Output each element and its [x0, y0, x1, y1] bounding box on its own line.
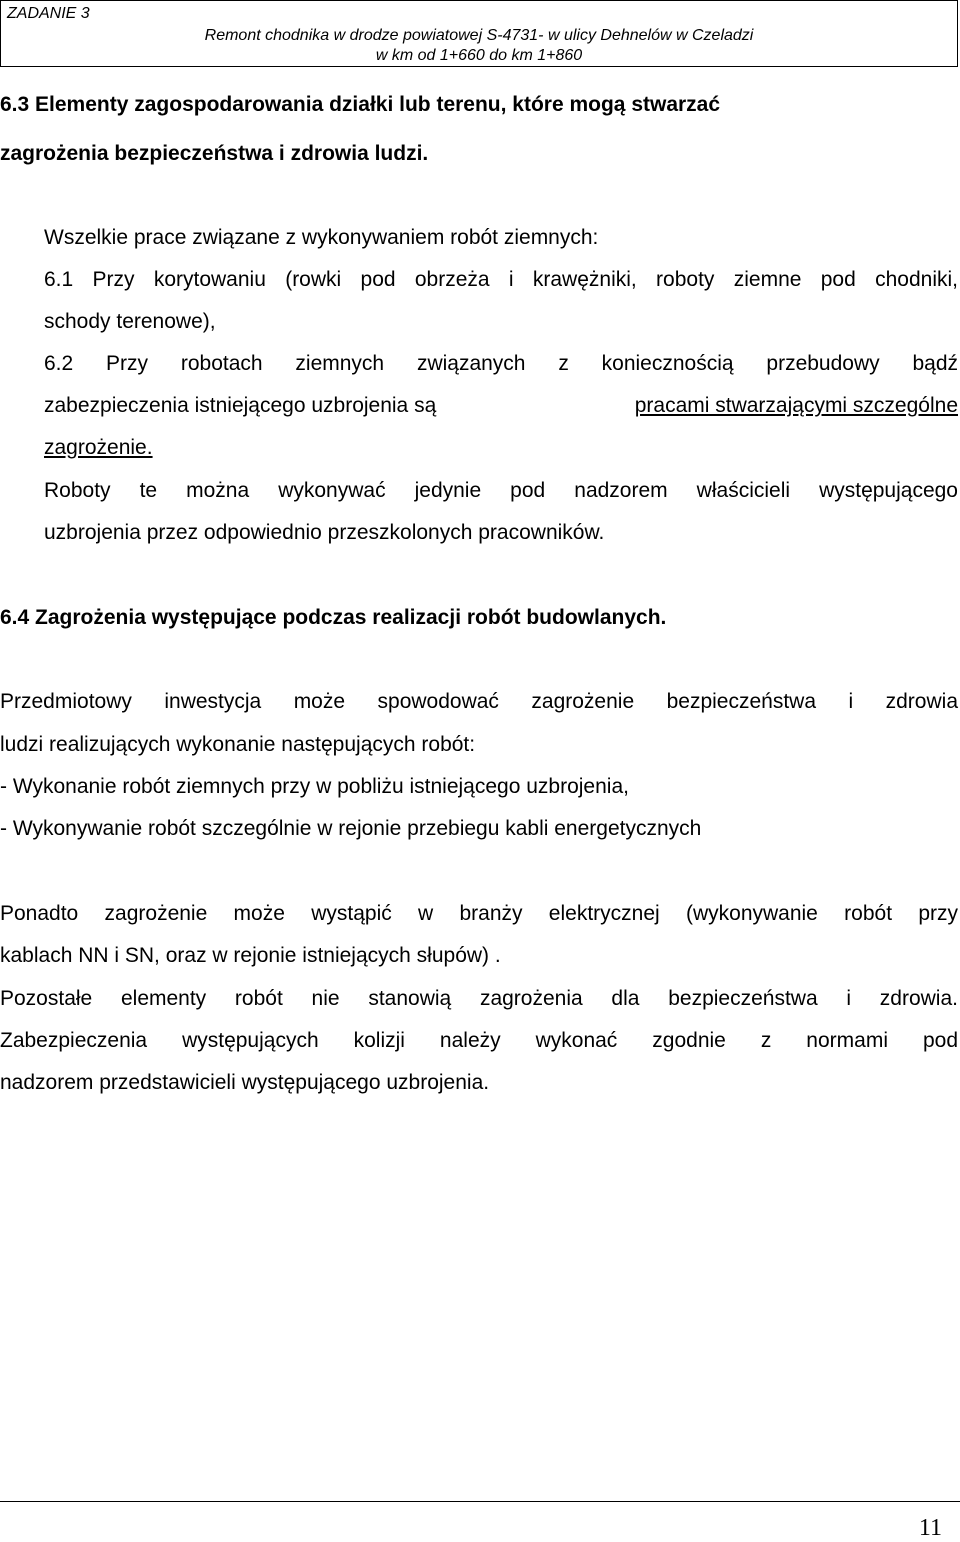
- item-6-2-line-2: [44, 385, 958, 427]
- item-6-2-line-1: 6.2 Przy robotach ziemnych związanych z koniecznością przebudowy bądź: [44, 352, 958, 375]
- paragraph-3-line-2: Zabezpieczenia występujących kolizji należy wykonać zgodnie z normami pod: [0, 1029, 958, 1052]
- section-6-3-heading-line-2: zagrożenia bezpieczeństwa i zdrowia ludzi.: [0, 142, 429, 165]
- note-line-1: Roboty te można wykonywać jedynie pod nadzorem właścicieli występującego: [44, 479, 958, 502]
- paragraph-3-line-1: Pozostałe elementy robót nie stanowią zagrożenia dla bezpieczeństwa i zdrowia.: [0, 987, 958, 1010]
- header-label: ZADANIE 3: [7, 5, 90, 22]
- bullet-2: - Wykonywanie robót szczególnie w rejonie przebiegu kabli energetycznych: [0, 817, 702, 840]
- paragraph-2-line-2: kablach NN i SN, oraz w rejonie istniejących słupów) .: [0, 944, 501, 967]
- header-title-line-1: Remont chodnika w drodze powiatowej S-4731- w ulicy Dehnelów w Czeladzi: [204, 27, 754, 44]
- header-title: [1, 26, 957, 66]
- header-title-line-2: w km od 1+660 do km 1+860: [375, 47, 583, 64]
- paragraph-1-line-1: Przedmiotowy inwestycja może spowodować zagrożenie bezpieczeństwa i zdrowia: [0, 690, 958, 713]
- page-number: 11: [918, 1515, 942, 1541]
- page-header: [0, 0, 958, 67]
- section-6-4-heading: 6.4 Zagrożenia występujące podczas realizacji robót budowlanych.: [0, 606, 667, 629]
- paragraph-1-line-2: ludzi realizujących wykonanie następujących robót:: [0, 733, 476, 756]
- paragraph-3-line-3: nadzorem przedstawicieli występującego uzbrojenia.: [0, 1071, 490, 1094]
- item-6-1-line-1: 6.1 Przy korytowaniu (rowki pod obrzeża i krawężniki, roboty ziemne pod chodniki,: [44, 268, 958, 291]
- footer-divider: [0, 1501, 960, 1502]
- paragraph-2-line-1: Ponadto zagrożenie może wystąpić w branży elektrycznej (wykonywanie robót przy: [0, 902, 958, 925]
- section-6-3-intro: Wszelkie prace związane z wykonywaniem robót ziemnych:: [44, 226, 599, 249]
- item-6-2-line-2-text: zabezpieczenia istniejącego uzbrojenia są: [44, 394, 437, 417]
- item-6-2-underlined-text: pracami stwarzającymi szczególne: [634, 394, 958, 417]
- bullet-1: - Wykonanie robót ziemnych przy w pobliżu istniejącego uzbrojenia,: [0, 775, 629, 798]
- note-line-2: uzbrojenia przez odpowiednio przeszkolonych pracowników.: [44, 521, 605, 544]
- item-6-1-line-2: schody terenowe),: [44, 310, 216, 333]
- item-6-2-line-3: zagrożenie.: [44, 436, 153, 459]
- section-6-3-heading-line-1: 6.3 Elementy zagospodarowania działki lub terenu, które mogą stwarzać: [0, 93, 721, 116]
